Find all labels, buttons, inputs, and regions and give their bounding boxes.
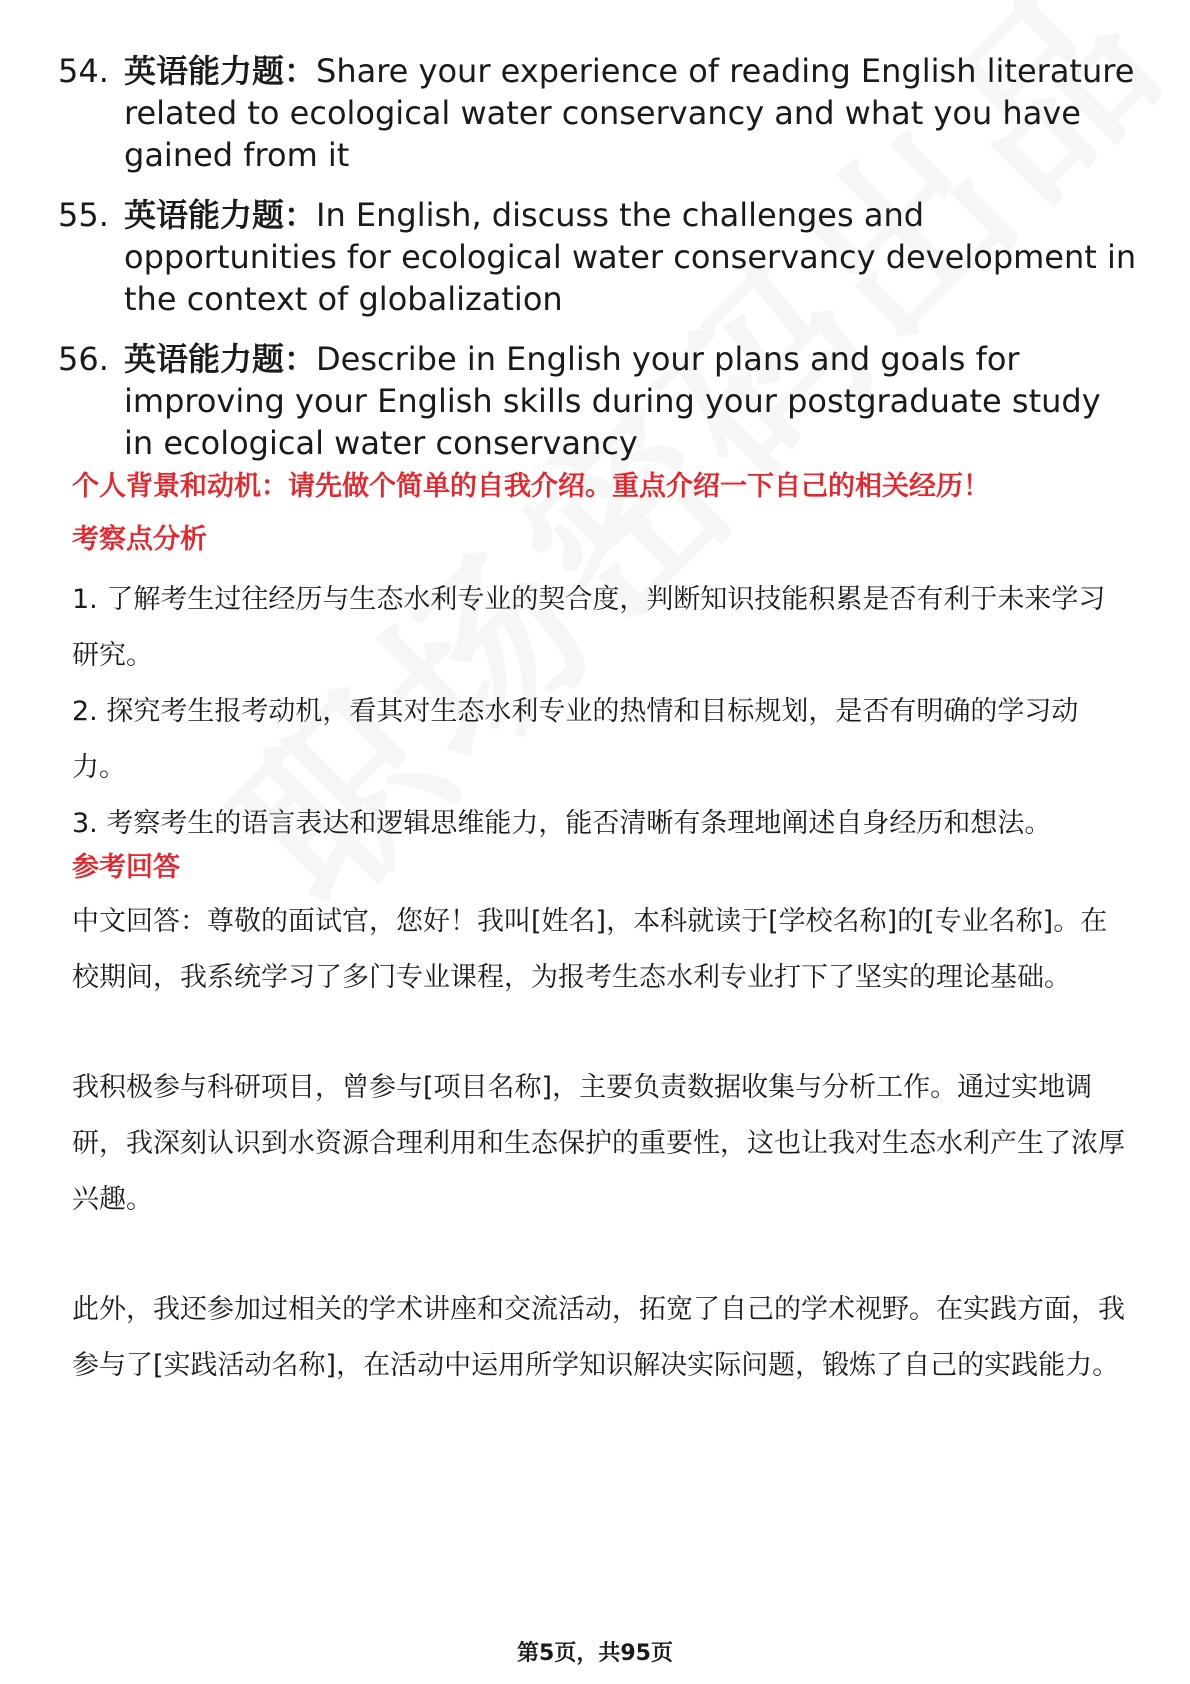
question-number: 55. [58, 196, 109, 234]
question-tag: 英语能力题： [124, 52, 317, 90]
question-body [124, 338, 1138, 464]
answer-paragraph: 此外，我还参加过相关的学术讲座和交流活动，拓宽了自己的学术视野。在实践方面，我参与了[实践活动名称]，在活动中运用所学知识解决实际问题，锻炼了自己的实践能力。 [72, 1294, 1125, 1381]
question-item [58, 50, 1138, 176]
answer-heading: 参考回答 [72, 852, 180, 883]
question-body [124, 194, 1138, 320]
question-text: In English, discuss the challenges and opportunities for ecological water conservancy development in the context of globalization [124, 196, 1137, 318]
question-item [58, 338, 1138, 464]
question-item [58, 194, 1138, 320]
question-number: 54. [58, 52, 109, 90]
section-title-block [72, 469, 1132, 505]
question-text: Describe in English your plans and goals for improving your English skills during your postgraduate study in ecological water conservancy [124, 340, 1101, 462]
question-text: Share your experience of reading English literature related to ecological water conservancy and what you have gained from it [124, 52, 1135, 174]
answer-paragraph: 中文回答：尊敬的面试官，您好！我叫[姓名]，本科就读于[学校名称]的[专业名称]。在校期间，我系统学习了多门专业课程，为报考生态水利专业打下了坚实的理论基础。 [72, 906, 1108, 993]
analysis-point: 2. 探究考生报考动机，看其对生态水利专业的热情和目标规划，是否有明确的学习动力。 [72, 696, 1079, 783]
answer-section [72, 850, 1132, 1394]
analysis-section [72, 522, 1132, 852]
analysis-heading: 考察点分析 [72, 524, 207, 555]
analysis-point: 3. 考察考生的语言表达和逻辑思维能力，能否清晰有条理地阐述自身经历和想法。 [72, 808, 1052, 839]
section-title: 个人背景和动机：请先做个简单的自我介绍。重点介绍一下自己的相关经历！ [72, 471, 990, 502]
analysis-point: 1. 了解考生过往经历与生态水利专业的契合度，判断知识技能积累是否有利于未来学习研究。 [72, 584, 1106, 671]
question-list [58, 50, 1138, 482]
question-tag: 英语能力题： [124, 340, 317, 378]
question-number: 56. [58, 340, 109, 378]
answer-paragraph: 我积极参与科研项目，曾参与[项目名称]，主要负责数据收集与分析工作。通过实地调研，我深刻认识到水资源合理利用和生态保护的重要性，这也让我对生态水利产生了浓厚兴趣。 [72, 1072, 1125, 1215]
question-body [124, 50, 1138, 176]
page-footer: 第5页，共95页 [517, 1641, 673, 1666]
question-tag: 英语能力题： [124, 196, 317, 234]
